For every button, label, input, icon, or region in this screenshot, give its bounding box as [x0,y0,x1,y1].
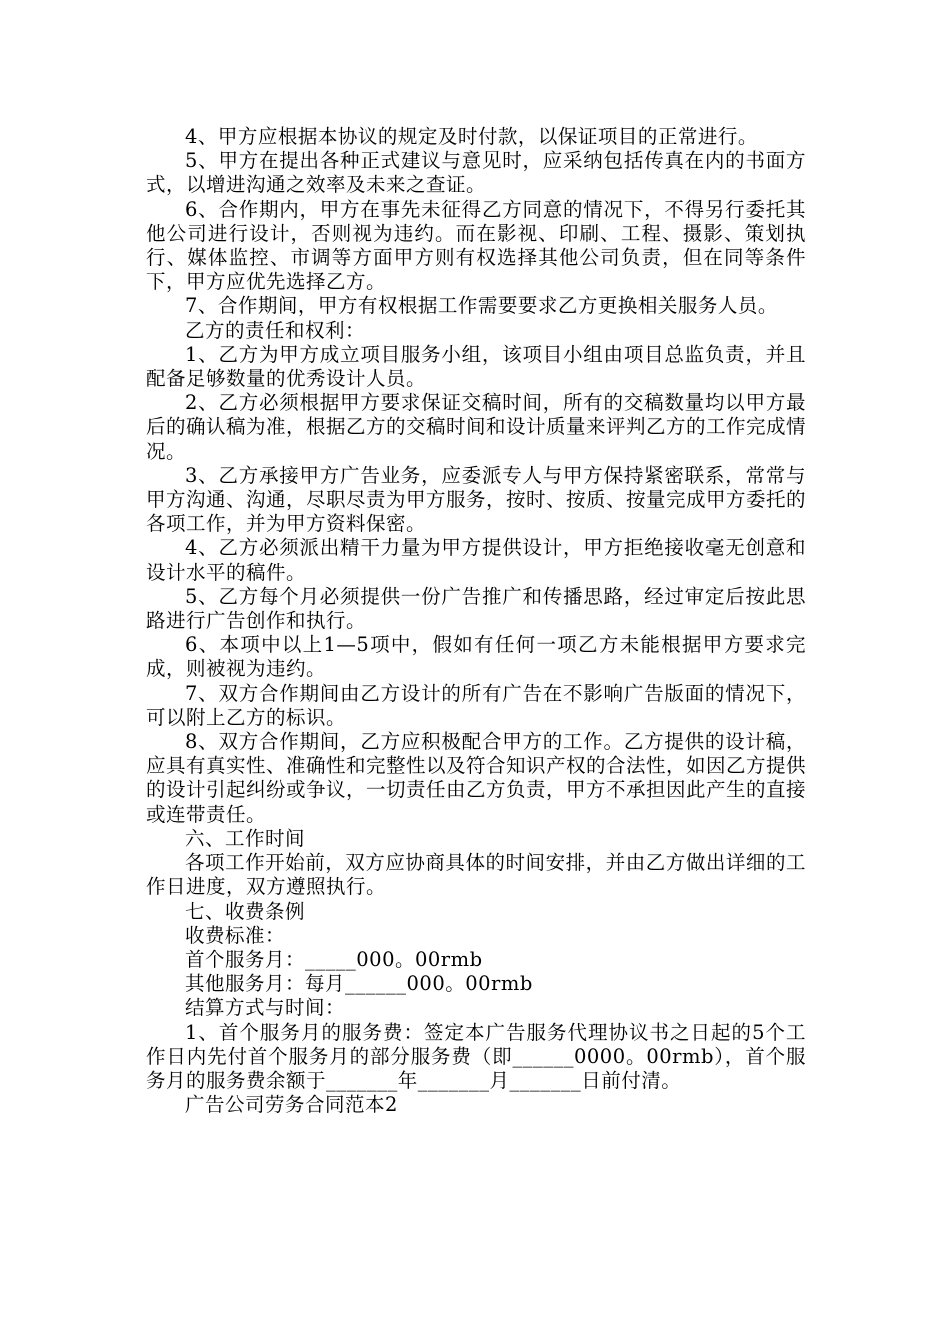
paragraph: 1、首个服务月的服务费：签定本广告服务代理协议书之日起的5个工作日内先付首个服务月的部分服务费（即______0000。00rmb），首个服务月的服务费余额于_______年_______月_______日前付清。 [146,1020,806,1092]
document-body [146,125,806,1117]
paragraph: 5、甲方在提出各种正式建议与意见时，应采纳包括传真在内的书面方式，以增进沟通之效率及未来之查证。 [146,149,806,197]
paragraph: 6、本项中以上1—5项中，假如有任何一项乙方未能根据甲方要求完成，则被视为违约。 [146,633,806,681]
paragraph: 7、双方合作期间由乙方设计的所有广告在不影响广告版面的情况下，可以附上乙方的标识。 [146,681,806,729]
paragraph: 4、乙方必须派出精干力量为甲方提供设计，甲方拒绝接收毫无创意和设计水平的稿件。 [146,536,806,584]
paragraph: 收费标准： [185,923,286,947]
paragraph: 7、合作期间，甲方有权根据工作需要要求乙方更换相关服务人员。 [185,294,778,318]
paragraph: 1、乙方为甲方成立项目服务小组，该项目小组由项目总监负责，并且配备足够数量的优秀设计人员。 [146,342,806,391]
paragraph: 6、合作期内，甲方在事先未征得乙方同意的情况下，不得另行委托其他公司进行设计，否则视为违约。而在影视、印刷、工程、摄影、策划执行、媒体监控、市调等方面甲方则有权选择其他公司负责，但在同等条件下，甲方应优先选择乙方。 [146,197,806,294]
paragraph: 3、乙方承接甲方广告业务，应委派专人与甲方保持紧密联系，常常与甲方沟通、沟通，尽职尽责为甲方服务，按时、按质、按量完成甲方委托的各项工作，并为甲方资料保密。 [146,463,807,536]
paragraph: 8、双方合作期间，乙方应积极配合甲方的工作。乙方提供的设计稿，应具有真实性、准确性和完整性以及符合知识产权的合法性，如因乙方提供的设计引起纠纷或争议，一切责任由乙方负责，甲方不承担因此产生的直接或连带责任。 [146,730,807,826]
section-heading: 七、收费条例 [185,899,306,923]
section-heading: 六、工作时间 [185,826,306,850]
document-subtitle: 广告公司劳务合同范本2 [185,1093,398,1117]
fee-line: 其他服务月：每月______000。00rmb [185,972,533,996]
paragraph: 各项工作开始前，双方应协商具体的时间安排，并由乙方做出详细的工作日进度，双方遵照执行。 [146,851,806,899]
fee-line: 首个服务月：_____000。00rmb [185,947,483,971]
paragraph: 4、甲方应根据本协议的规定及时付款，以保证项目的正常进行。 [185,125,758,148]
section-heading: 乙方的责任和权利： [185,318,366,342]
paragraph: 2、乙方必须根据甲方要求保证交稿时间，所有的交稿数量均以甲方最后的确认稿为准，根据乙方的交稿时间和设计质量来评判乙方的工作完成情况。 [146,391,807,463]
paragraph: 5、乙方每个月必须提供一份广告推广和传播思路，经过审定后按此思路进行广告创作和执行。 [146,584,806,633]
paragraph: 结算方式与时间： [185,996,346,1020]
